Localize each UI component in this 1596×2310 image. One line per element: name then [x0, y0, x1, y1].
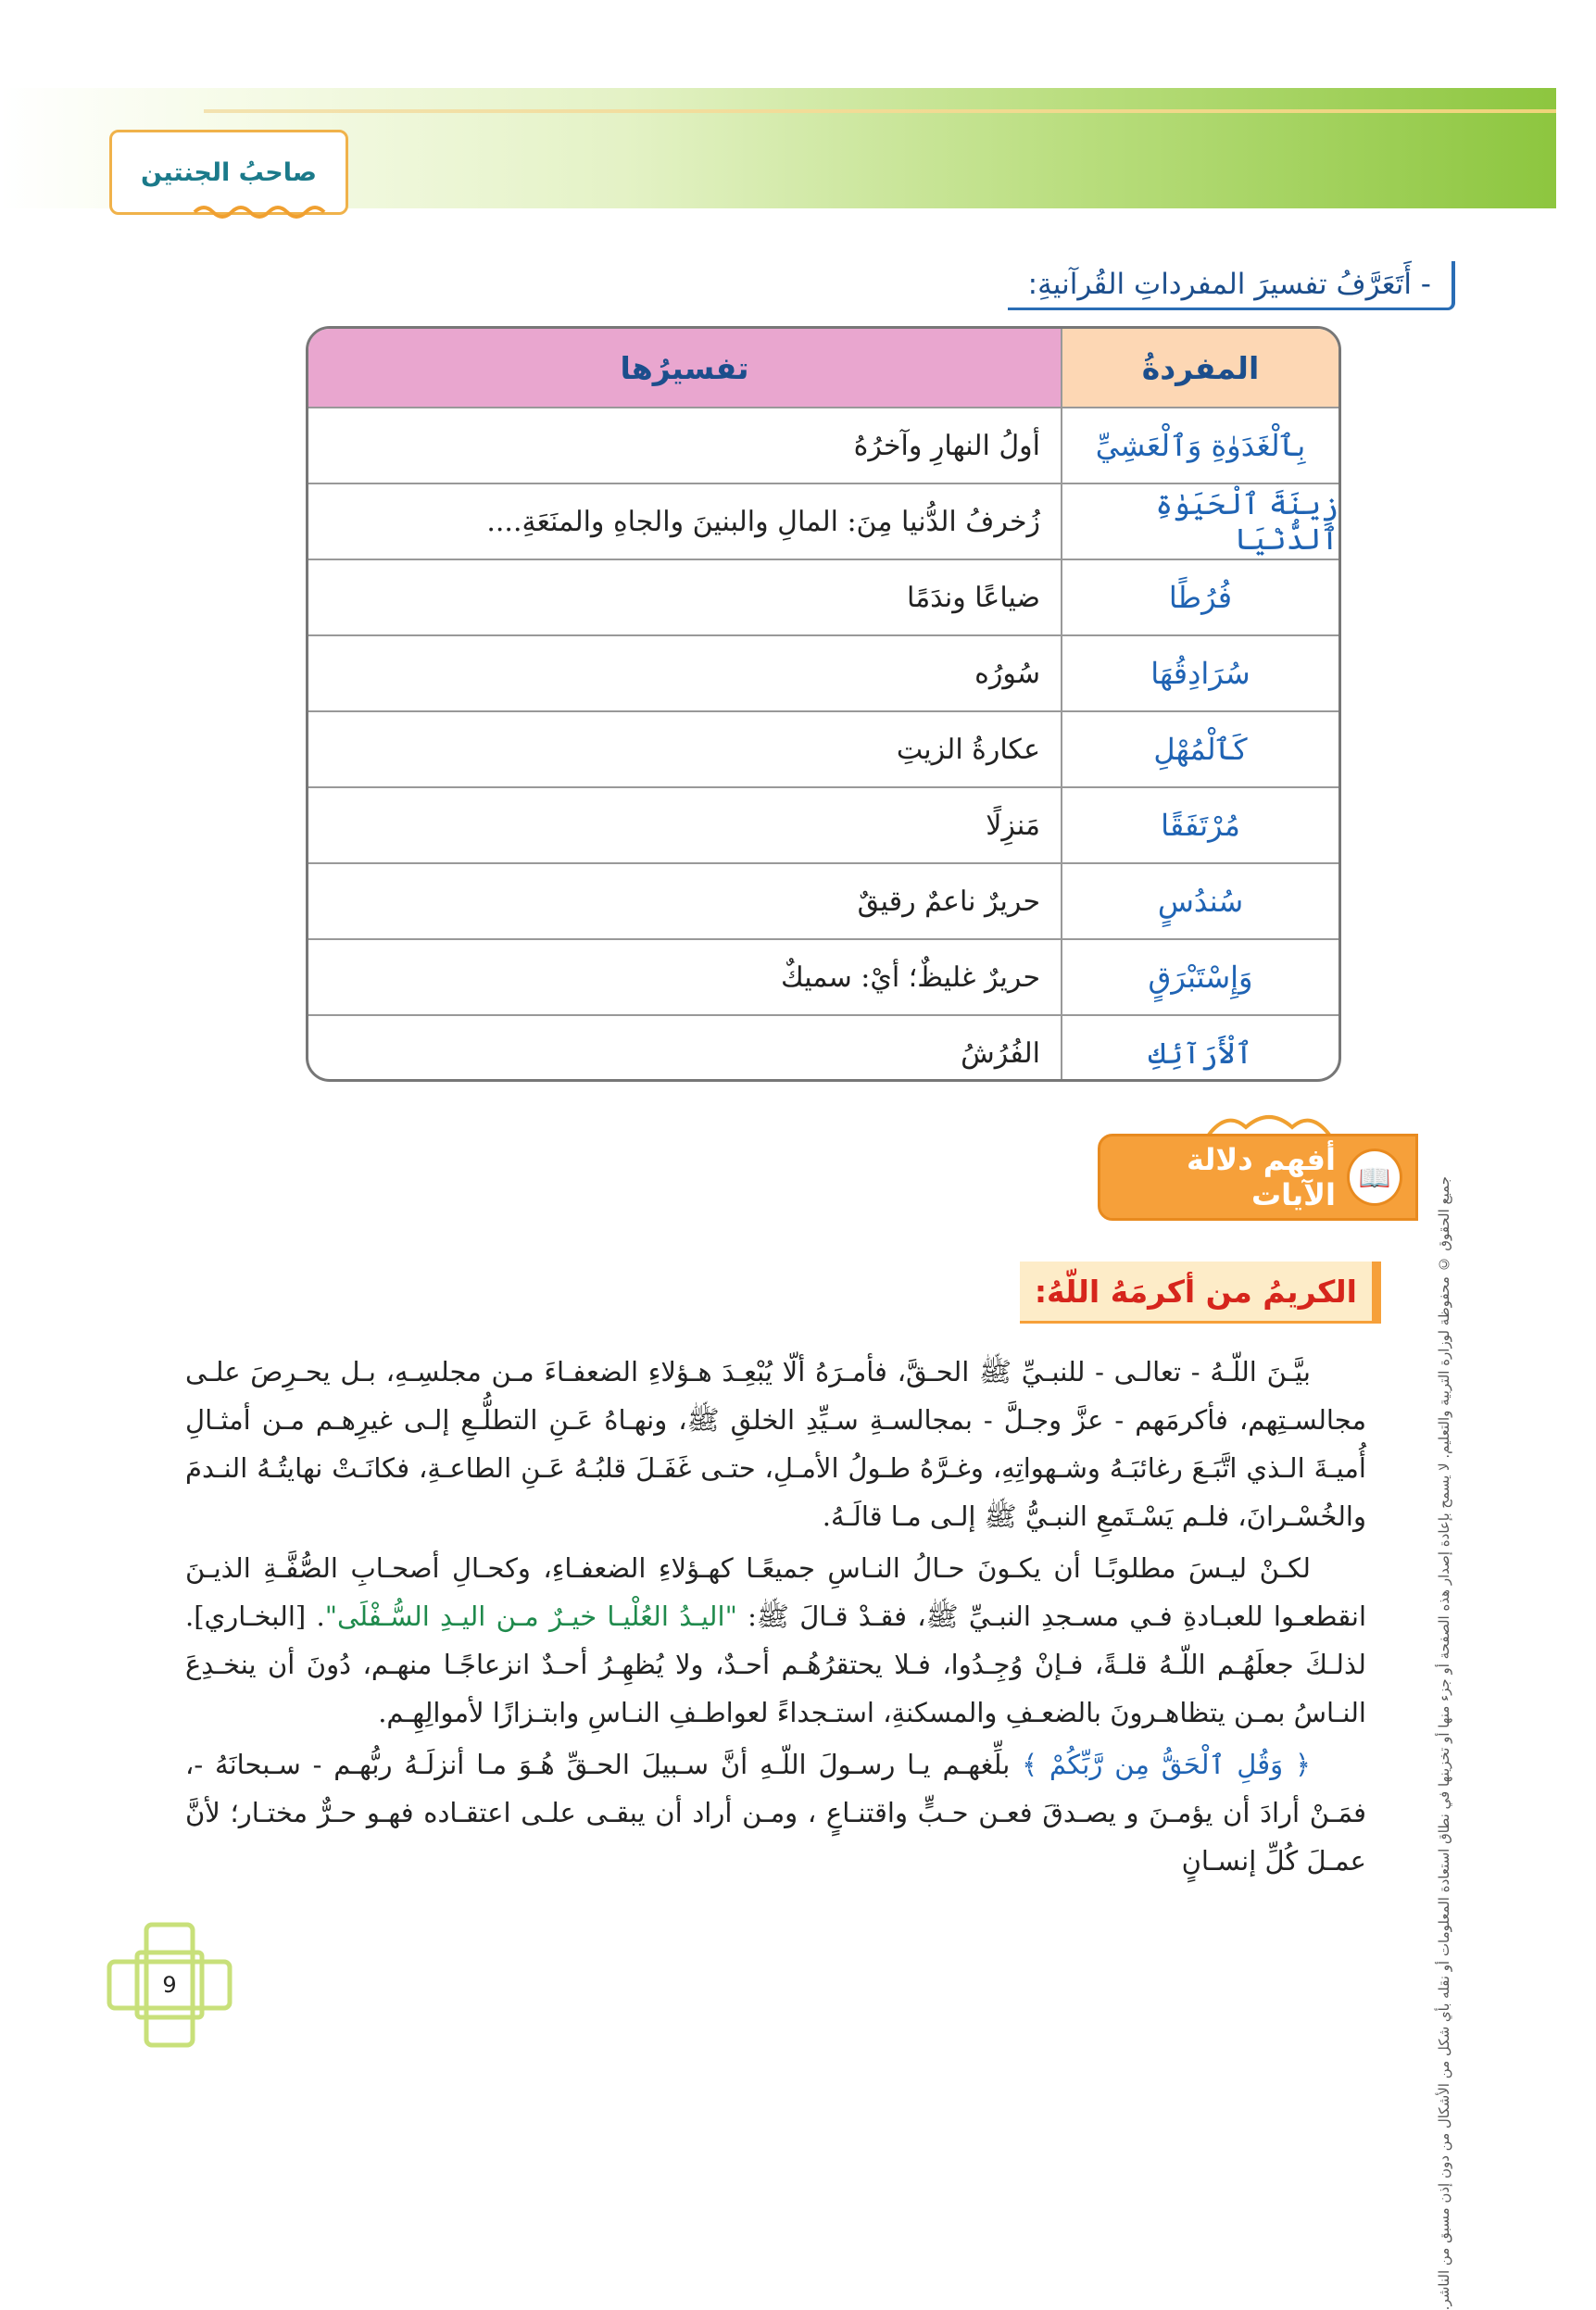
understand-banner: [1098, 1134, 1418, 1221]
chapter-title: صاحبُ الجنتين: [141, 157, 317, 187]
table-row: [308, 862, 1338, 938]
table-row: [308, 1014, 1338, 1082]
table-row: [308, 634, 1338, 710]
paragraph-2-part-2: . [البخـاري]. لذلـكَ جعلَهُـم اللّـهُ قلـةً، فـإنْ وُجِـدُوا، فـلا يحتقرُهُـم أحـدٌ، ولا يُظهِـرُ أحـدٌ انزعاجًـا منهـم، دُونَ أن ينخـدِعَ النـاسُ بمـن يتظاهـرونَ بالضعـفِ والمسكنةِ، استـجداءً لعواطـفِ النـاسِ وابتـزازًا لأموالِهِـم.: [185, 1601, 1366, 1728]
table-row: [308, 710, 1338, 786]
header-line: [204, 109, 1556, 113]
table-row: [308, 559, 1338, 634]
column-header-meaning: تفسيرُها: [308, 329, 1061, 407]
vocab-meaning: مَنزِلًا: [986, 809, 1040, 842]
vocab-word: فُرُطًا: [1061, 560, 1338, 634]
vocab-word: مُرْتَفَقًا: [1061, 788, 1338, 862]
table-row: [308, 407, 1338, 483]
paragraph-3-text: بلِّغهـم يـا رسـولَ اللّـهِ أنَّ سـبيلَ الحـقِّ هُـوَ مـا أنزلَـهُ ربُّهـم - سـبحانَهُ -، فمَـنْ أرادَ أن يؤمـنَ و يصـدقَ فعـن حـبٍّ واقتنـاعٍ ، ومـن أراد أن يبقـى علـى اعتقـاده فهـو حـرٌّ مختـار؛ لأنَّ عمـلَ كُلِّ إنسـانٍ: [185, 1749, 1366, 1877]
vocab-word: سُرَادِقُهَا: [1061, 636, 1338, 710]
table-row: [308, 938, 1338, 1014]
vocab-word: ٱلْأَرَآئِكِ: [1061, 1016, 1338, 1082]
column-header-word: المفردةُ: [1061, 329, 1338, 407]
ornament-crest-icon: [1200, 1109, 1338, 1136]
vocab-section-heading: - أَتَعَرَّفُ تفسيرَ المفرداتِ القُرآنيةِ:: [1008, 261, 1455, 310]
vocab-word: زِينَةَ ٱلْحَيَوٰةِ ٱلدُّنْيَا: [1061, 484, 1338, 559]
vocab-meaning: حريرٌ غليظٌ؛ أيْ: سميكٌ: [780, 960, 1040, 994]
table-row: [308, 786, 1338, 862]
table-header: [308, 329, 1338, 407]
vocab-meaning: سُورُه: [974, 657, 1040, 690]
vocab-meaning: ضياعًا وندَمًا: [906, 581, 1040, 614]
vocab-word: سُندُسٍ: [1061, 864, 1338, 938]
banner-title: أفهم دلالة الآيات: [1186, 1142, 1336, 1212]
vocab-meaning: حريرٌ ناعمٌ رقيقٌ: [857, 885, 1040, 918]
vocab-meaning: زُخرفُ الدُّنيا مِنَ: المالِ والبنينَ والجاهِ والمنَعَةِ....: [486, 505, 1040, 538]
subheading: الكريمُ من أكرمَهُ اللّهُ:: [1020, 1262, 1381, 1324]
open-book-icon: 📖: [1347, 1149, 1402, 1206]
vocab-meaning: عكارةُ الزيتِ: [896, 733, 1040, 766]
vocab-word: وَإِسْتَبْرَقٍ: [1061, 940, 1338, 1014]
paragraph-3: [185, 1740, 1366, 1885]
hadith-quote: "اليـدُ العُلْيـا خيـرٌ مـن اليـدِ السُّـفْلَى": [324, 1601, 737, 1632]
body-text: [185, 1348, 1366, 1889]
paragraph-1: بيَّـنَ اللّـهُ - تعالـى - للنبـيِّ ﷺ الحـقَّ، فأمـرَهُ ألّا يُبْعِـدَ هـؤلاءِ الضعفـاءَ مـن مجلسِـهِ، بـل يحـرِصَ علـى مجالسـتِهم، فأكرمَهم - عزَّ وجـلَّ - بمجالسـةِ سـيِّدِ الخلقِ ﷺ، ونهـاهُ عَـنِ التطلُّـعِ إلـى غيرِهـم مـن أمثـالِ أُميـةَ الـذي اتَّبَـعَ رغائبَـهُ وشـهواتِهِ، وغـرَّهُ طـولُ الأمـلِ، حتـى غَفَـلَ قلبُـهُ عَـنِ الطاعـةِ، فكانَـتْ نهايتُـهُ النـدمَ والخُسْـرانَ، فلـم يَسْـتَمعِ النبـيُّ ﷺ إلـى مـا قالَـهُ.: [185, 1356, 1366, 1532]
vocab-meaning: الفُرُشُ: [961, 1036, 1040, 1070]
quran-verse: ﴿ وَقُلِ ٱلْحَقُّ مِن رَّبِّكُمْ ﴾: [1022, 1749, 1311, 1780]
vocab-table: [306, 326, 1341, 1082]
paragraph-2-part-1: لكـنْ ليـسَ مطلوبًـا أن يكـونَ حـالُ النـاسِ جميعًـا كهـؤلاءِ الضعفـاءِ، وكحـالِ أصحـابِ الصُّفَّـةِ الذيـنَ انقطعـوا للعبـادةِ فـي مسـجدِ النبـيِّ ﷺ، فقـدْ قـالَ ﷺ:: [185, 1552, 1366, 1632]
vocab-meaning: أولُ النهارِ وآخرُهُ: [853, 429, 1040, 462]
vocab-word: كَٱلْمُهْلِ: [1061, 712, 1338, 786]
table-row: [308, 483, 1338, 559]
page-number: 9: [162, 1972, 177, 1998]
vocab-word: بِٱلْغَدَوٰةِ وَٱلْعَشِيِّ: [1061, 408, 1338, 483]
copyright-notice: جميع الحقوق © محفوظة لوزارة التربية والتعليم. لا يسمح بإعادة إصدار هذه الصفحة أو جزء منها أو تخزينها في نطاق استعادة المعلومات أو نقله بأي شكل من الأشكال من دون إذن مسبق من الناشر.: [1436, 1176, 1452, 2310]
ornament-swirl-icon: [190, 202, 338, 222]
paragraph-2: [185, 1544, 1366, 1737]
